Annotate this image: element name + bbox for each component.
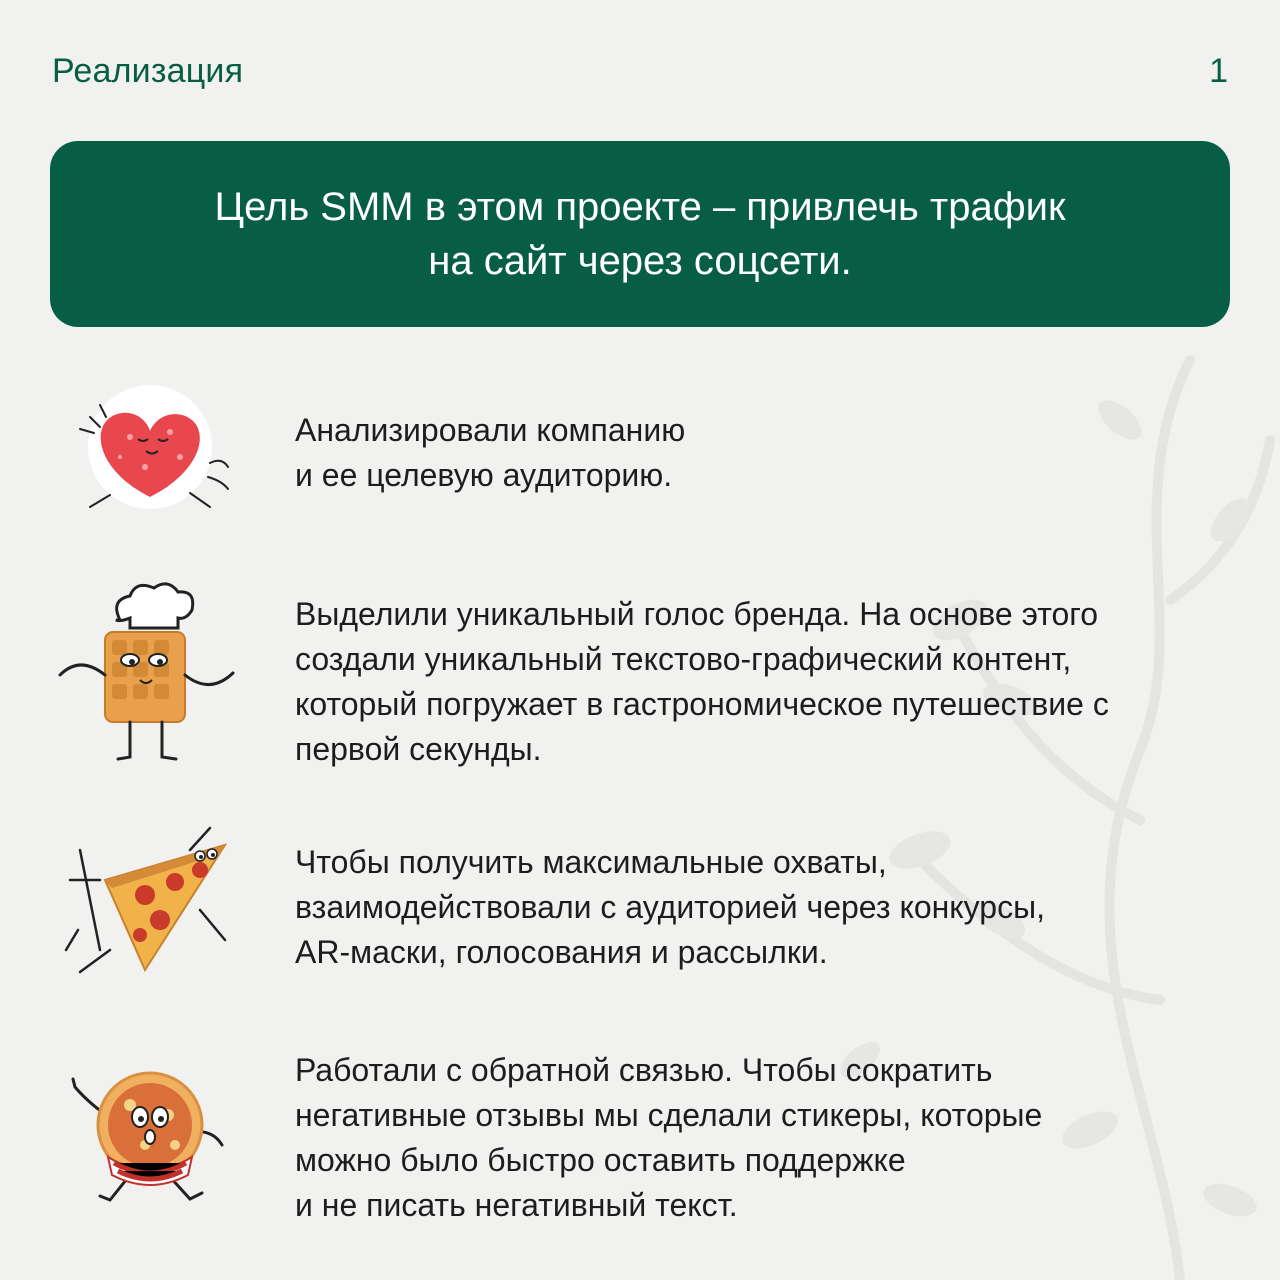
mini-pizza-character-icon [50,1045,250,1215]
list-item [0,372,1280,522]
goal-text: Цель SMM в этом проекте – привлечь трафик на сайт через соцсети. [214,185,1066,283]
waffle-chef-character-icon [50,580,250,770]
item-text: Чтобы получить максимальные охваты, взаимодействовали с аудиторией через конкурсы, AR-маски, голосования и рассылки. [295,844,1045,970]
list-item [0,580,1280,770]
list-item [0,820,1280,985]
page-number: 1 [1209,52,1228,90]
pizza-slice-character-icon [50,820,250,985]
item-text: Выделили уникальный голос бренда. На основе этого создали уникальный текстово-графический контент, который погружает в гастрономическое путешествие с первой секунды. [295,596,1109,767]
item-text: Работали с обратной связью. Чтобы сократить негативные отзывы мы сделали стикеры, которые можно было быстро оставить поддержке и не писать негативный текст. [295,1052,1043,1223]
heart-character-icon [50,372,250,532]
section-title: Реализация [52,52,244,90]
list-item [0,1045,1280,1223]
goal-banner [50,141,1230,327]
item-text: Анализировали компанию и ее целевую аудиторию. [295,412,686,493]
